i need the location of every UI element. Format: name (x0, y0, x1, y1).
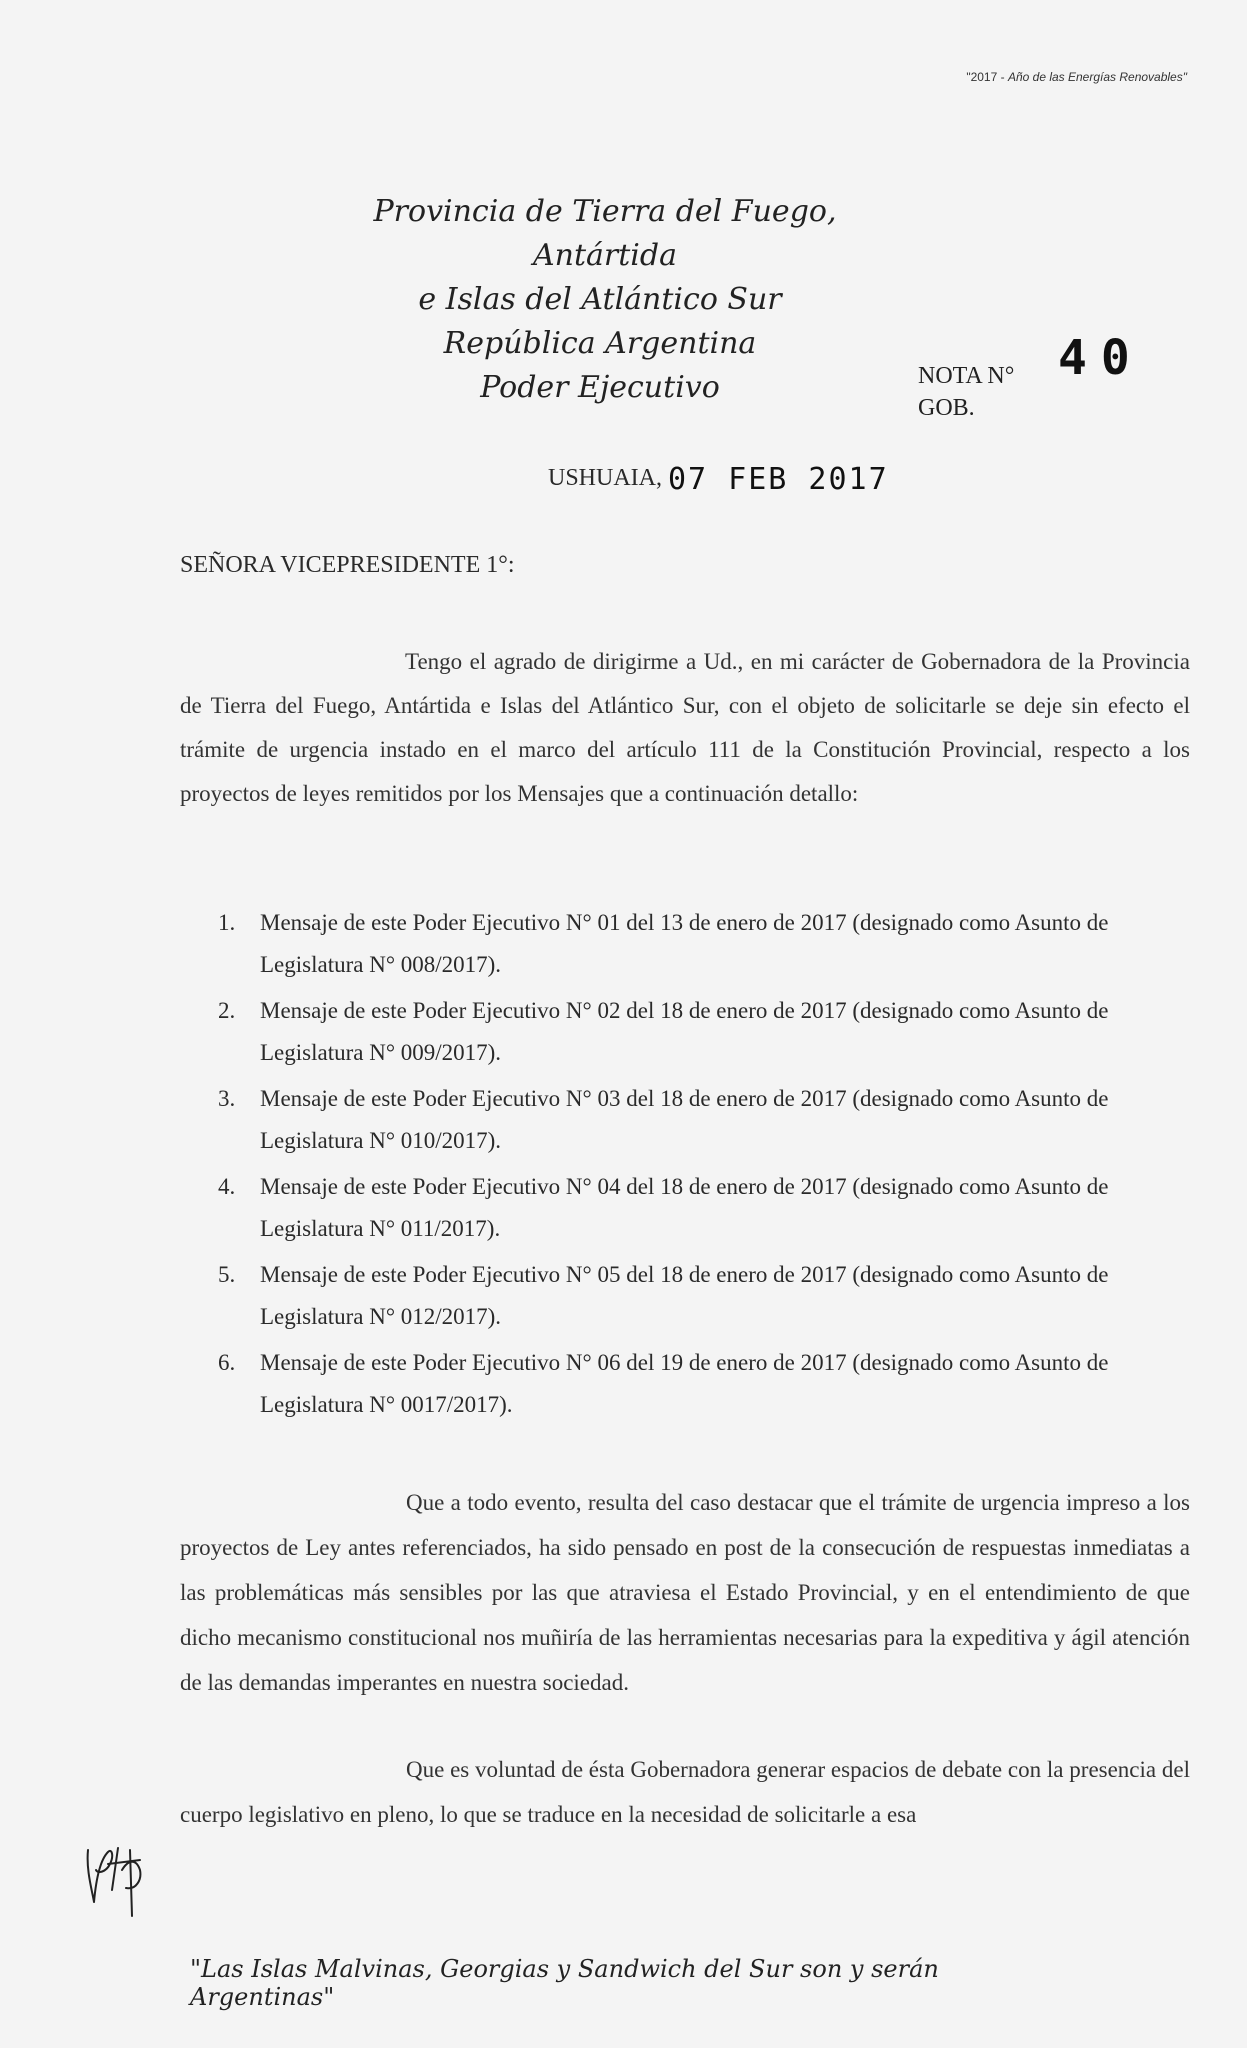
list-item-text: Mensaje de este Poder Ejecutivo N° 02 del 18 de enero de 2017 (designado como Asunto de Legislatura N° 009/2017). (260, 998, 1109, 1065)
message-list (180, 902, 1190, 1430)
nota-reference (918, 360, 1014, 424)
paragraph-3: Que es voluntad de ésta Gobernadora generar espacios de debate con la presencia del cuerpo legislativo en pleno, lo que se traduce en la necesidad de solicitarle a esa (180, 1757, 1190, 1827)
list-item-text: Mensaje de este Poder Ejecutivo N° 01 del 13 de enero de 2017 (designado como Asunto de Legislatura N° 008/2017). (260, 910, 1109, 977)
salutation: SEÑORA VICEPRESIDENTE 1°: (180, 552, 515, 578)
letterhead-islands: e Islas del Atlántico Sur (418, 282, 782, 317)
list-item-text: Mensaje de este Poder Ejecutivo N° 03 del 18 de enero de 2017 (designado como Asunto de Legislatura N° 010/2017). (260, 1086, 1109, 1153)
list-item-number: 5. (218, 1262, 236, 1287)
list-item (180, 1078, 1190, 1162)
nota-number: 40 (1058, 330, 1144, 386)
place: USHUAIA, (548, 465, 662, 491)
place-date (548, 462, 889, 497)
list-item-text: Mensaje de este Poder Ejecutivo N° 05 del 18 de enero de 2017 (designado como Asunto de Legislatura N° 012/2017). (260, 1262, 1109, 1329)
list-item-number: 2. (218, 998, 236, 1023)
list-item-number: 6. (218, 1350, 236, 1375)
nota-gob: GOB. (918, 395, 975, 421)
paragraph-2: Que a todo evento, resulta del caso destacar que el trámite de urgencia impreso a los proyectos de Ley antes referenciados, ha sido pensado en post de la consecución de respuestas inmediatas a las problemáticas más sensibles por las que atraviesa el Estado Provincial, y en el entendimiento de que dicho mecanismo constitucional nos muñiría de las herramientas necesarias para la expeditiva y ágil atención de las demandas imperantes en nuestra sociedad. (180, 1490, 1190, 1695)
list-item (180, 902, 1190, 986)
letterhead-executive: Poder Ejecutivo (480, 370, 720, 405)
letterhead (320, 190, 880, 410)
list-item (180, 1166, 1190, 1250)
list-item-text: Mensaje de este Poder Ejecutivo N° 06 del 19 de enero de 2017 (designado como Asunto de Legislatura N° 0017/2017). (260, 1350, 1109, 1417)
list-item (180, 1254, 1190, 1338)
letterhead-republic: República Argentina (443, 326, 757, 361)
list-item-text: Mensaje de este Poder Ejecutivo N° 04 del 18 de enero de 2017 (designado como Asunto de Legislatura N° 011/2017). (260, 1174, 1109, 1241)
paragraph-1: Tengo el agrado de dirigirme a Ud., en mi carácter de Gobernadora de la Provincia de Tierra del Fuego, Antártida e Islas del Atlántico Sur, con el objeto de solicitarle se deje sin efecto el trámite de urgencia instado en el marco del artículo 111 de la Constitución Provincial, respecto a los proyectos de leyes remitidos por los Mensajes que a continuación detallo: (180, 649, 1190, 806)
date-stamp: 07 FEB 2017 (668, 462, 889, 497)
list-item-number: 1. (218, 910, 236, 935)
footer-motto: "Las Islas Malvinas, Georgias y Sandwich del Sur son y serán Argentinas" (190, 1955, 939, 2011)
list-item-number: 3. (218, 1086, 236, 1111)
list-item (180, 1342, 1190, 1426)
list-item (180, 990, 1190, 1074)
year-motto (966, 70, 1187, 84)
year-motto-text: Año de las Energías Renovables" (1007, 70, 1187, 84)
year-motto-year: "2017 - (966, 70, 1005, 84)
handwritten-initials (78, 1830, 158, 1920)
list-item-number: 4. (218, 1174, 236, 1199)
letterhead-province: Provincia de Tierra del Fuego, Antártida (373, 194, 837, 273)
nota-label: NOTA N° (918, 363, 1015, 389)
